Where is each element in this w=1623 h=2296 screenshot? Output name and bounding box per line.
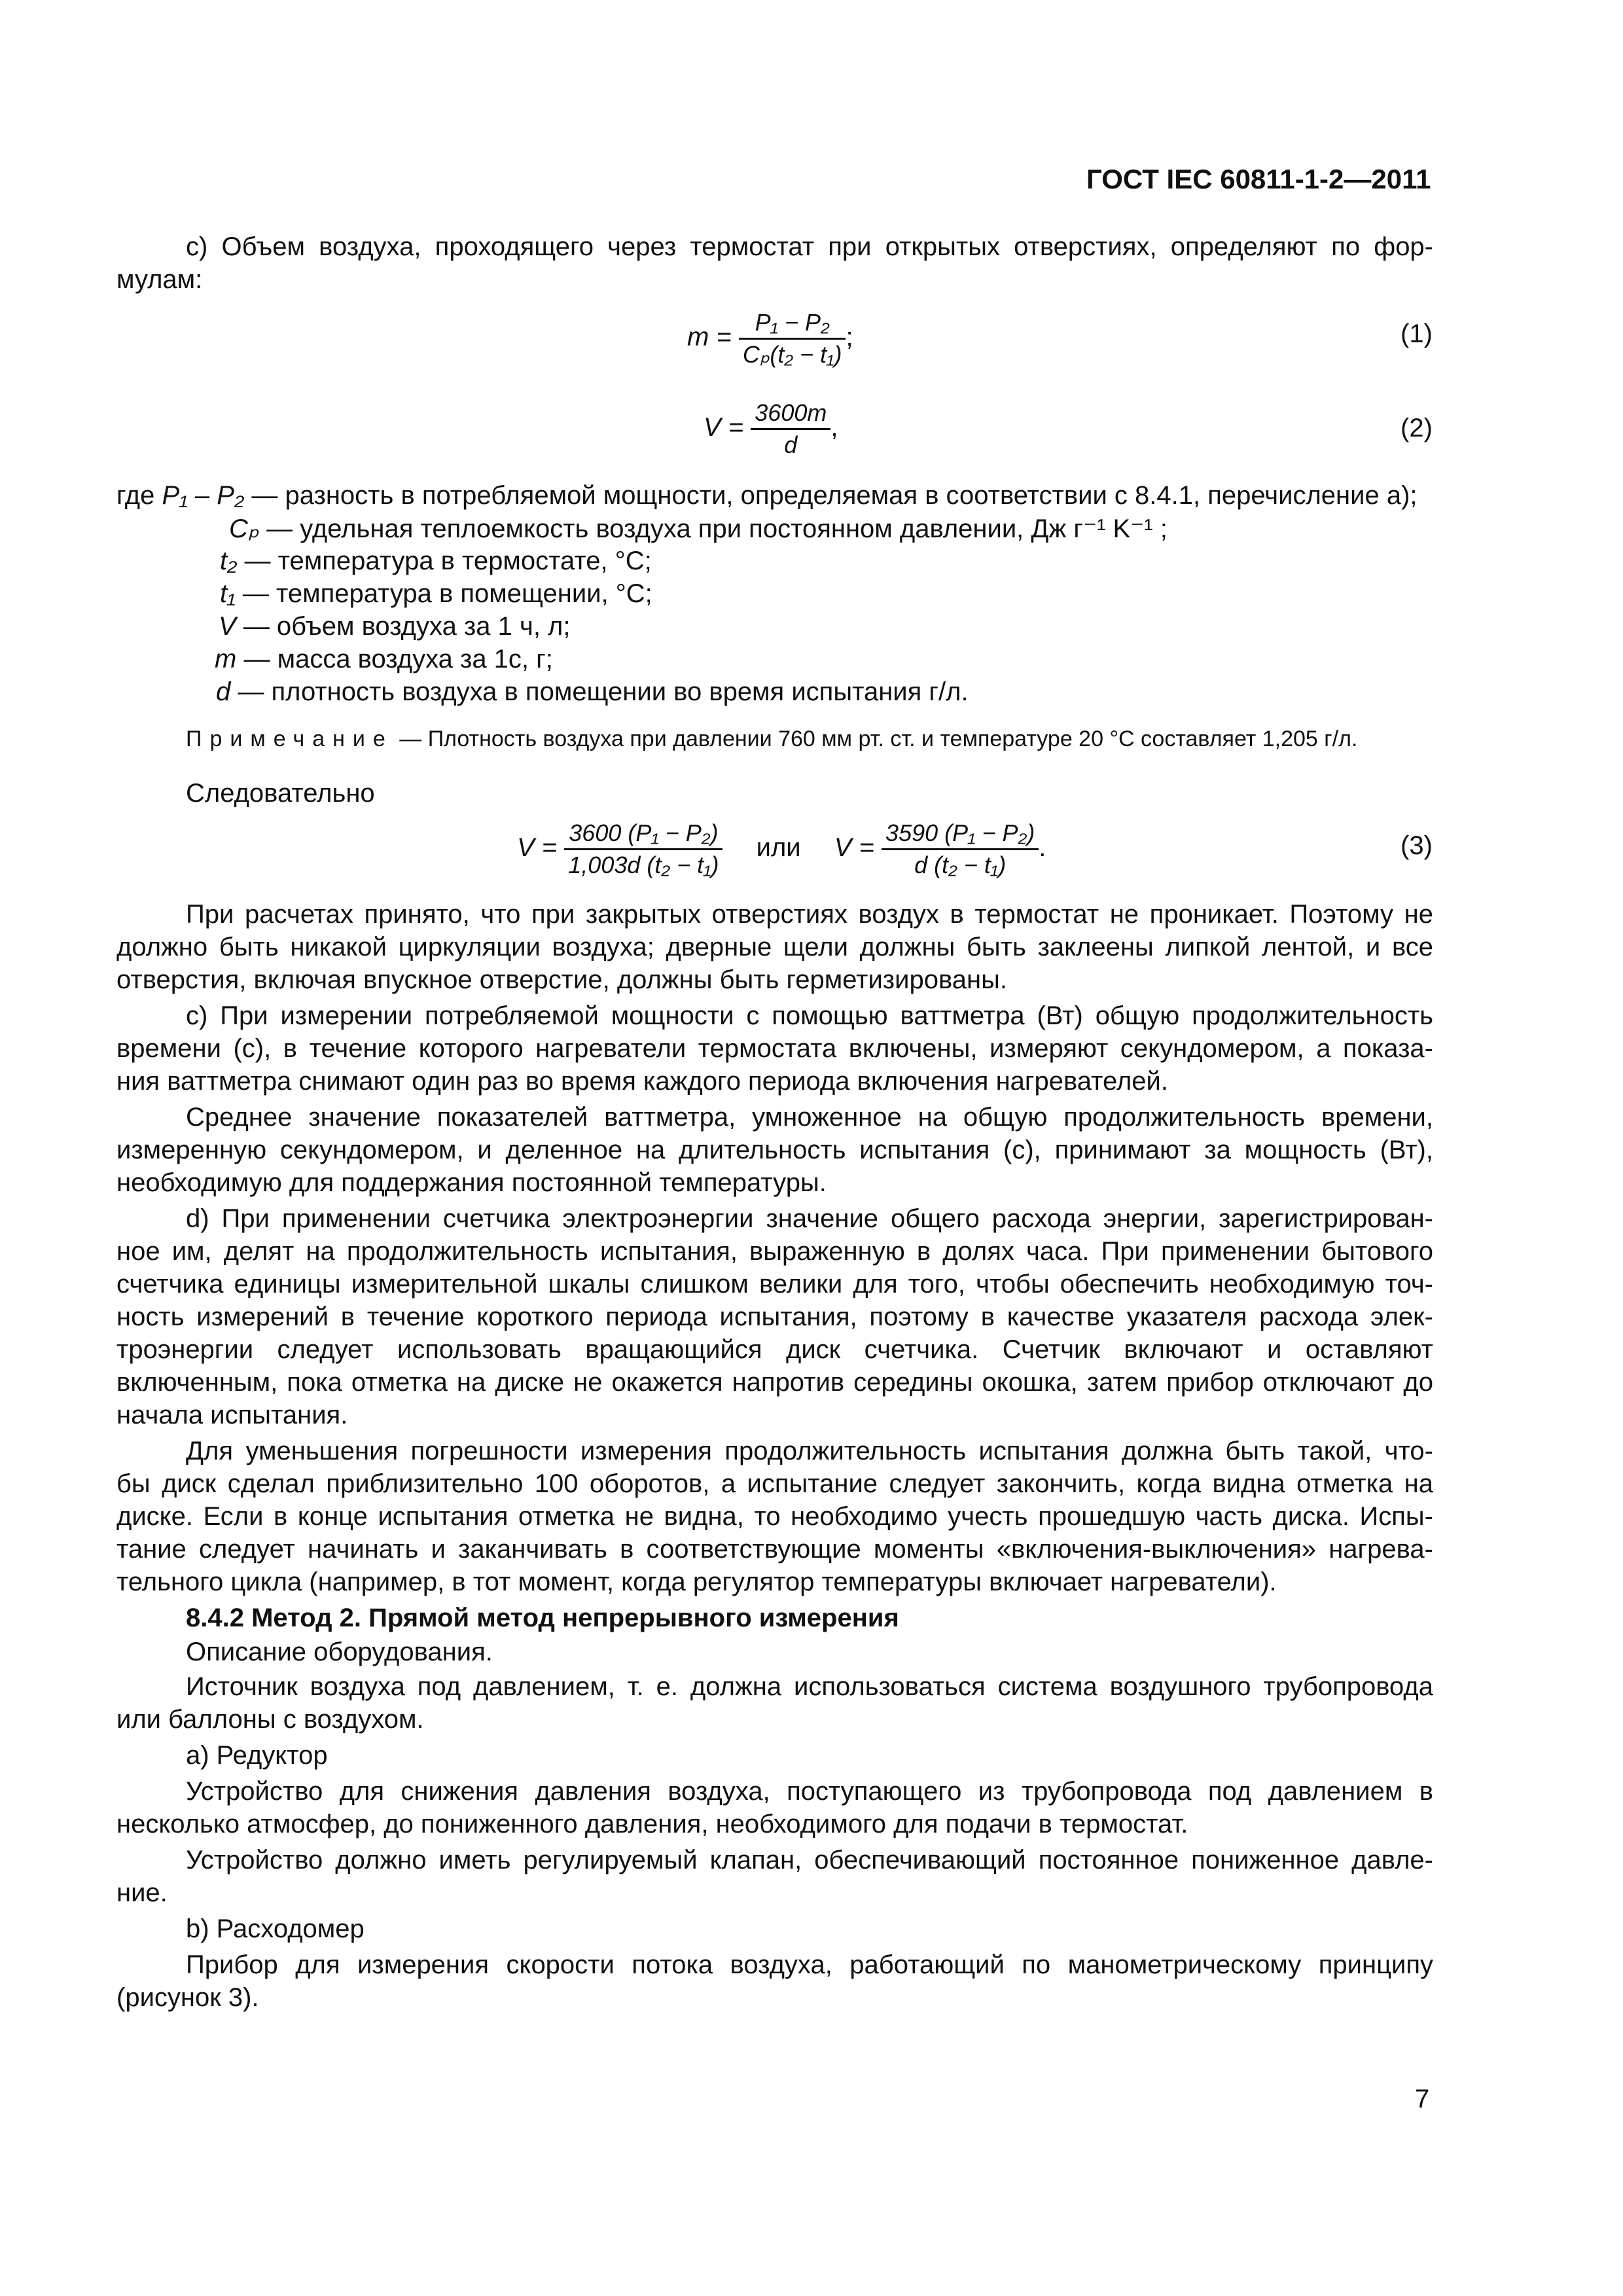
para-d-line4: ность измерений в течение короткого периода испытания, поэтому в качестве указателя расхода элек-	[116, 1302, 1433, 1331]
para-c1-line2: мулам:	[116, 265, 203, 294]
where-text: — плотность воздуха в помещении во время испытания г/л.	[238, 677, 969, 706]
para-reduce-line1: Для уменьшения погрешности измерения продолжительность испытания должна быть такой, что-	[186, 1437, 1433, 1465]
therefore-text: Следовательно	[186, 779, 375, 808]
para-d-line3: счетчика единицы измерительной шкалы слишком велики для того, чтобы обеспечить необходимую точ-	[116, 1270, 1433, 1299]
where-symbol: V	[219, 612, 236, 641]
para-source-line1: Источник воздуха под давлением, т. е. должна использоваться система воздушного трубопровода	[186, 1672, 1433, 1701]
where-symbol: Cₚ	[229, 514, 260, 543]
para-reduce-line2: бы диск сделал приблизительно 100 оборотов, а испытание следует закончить, когда видна отметка на	[116, 1469, 1433, 1498]
eq3-fraction-b	[882, 818, 1039, 880]
equation-2-number: (2)	[1400, 414, 1433, 442]
document-code: ГОСТ IEC 60811-1-2—2011	[1086, 164, 1431, 194]
where-row-4	[220, 579, 652, 609]
para-flow-line2: (рисунок 3).	[116, 1983, 259, 2012]
para-source-line2: или баллоны с воздухом.	[116, 1705, 424, 1734]
eq3-or: или	[756, 833, 801, 863]
eq3-lhs-a: V =	[517, 833, 558, 863]
para-c2-line1: c) При измерении потребляемой мощности с помощью ваттметра (Вт) общую продолжительность	[186, 1001, 1433, 1030]
para-d-line6: включенным, пока отметка на диске не окажется напротив середины окошка, затем прибор отключают до	[116, 1368, 1433, 1397]
para-calc-line3: отверстия, включая впускное отверстие, должны быть герметизированы.	[116, 965, 1007, 994]
eq1-fraction	[739, 308, 846, 370]
para-reducer-line1: Устройство для снижения давления воздуха, поступающего из трубопровода под давлением в	[186, 1777, 1433, 1806]
para-flow-line1: Прибор для измерения скорости потока воздуха, работающий по манометрическому принципу	[186, 1950, 1433, 1979]
equation-1	[687, 308, 853, 370]
where-symbol: t₁	[220, 579, 236, 608]
eq3-fraction-a	[564, 818, 722, 880]
para-c1-line1: c) Объем воздуха, проходящего через термостат при открытых отверстиях, определяют по фор-	[186, 232, 1433, 261]
equation-2	[704, 398, 838, 460]
eq3-denominator-b: d (t₂ − t₁)	[882, 848, 1039, 880]
where-text: — разность в потребляемой мощности, определяемая в соответствии с 8.4.1, перечисление а);	[251, 481, 1418, 510]
eq1-lhs: m =	[687, 323, 732, 352]
item-a-reducer: а) Редуктор	[186, 1741, 328, 1770]
para-reducer-line2: несколько атмосфер, до пониженного давления, необходимого для подачи в термостат.	[116, 1810, 1188, 1839]
where-row-2	[229, 514, 1168, 544]
para-calc-line1: При расчетах принято, что при закрытых отверстиях воздух в термостат не проникает. Поэтому не	[186, 900, 1433, 929]
eq1-numerator: P₁ − P₂	[755, 309, 830, 336]
note-label: Примечание	[186, 726, 393, 751]
where-row-5	[219, 612, 571, 641]
para-avg-line2: измеренную секундомером, и деленное на длительность испытания (с), принимают за мощность (Вт),	[116, 1136, 1433, 1164]
para-c2-line3: ния ваттметра снимают один раз во время каждого периода включения нагревателей.	[116, 1067, 1168, 1096]
equipment-description: Описание оборудования.	[186, 1638, 493, 1666]
para-valve-line1: Устройство должно иметь регулируемый клапан, обеспечивающий постоянное пониженное давле-	[186, 1846, 1433, 1874]
where-text: — масса воздуха за 1с, г;	[243, 645, 553, 673]
eq2-fraction	[751, 398, 830, 460]
where-text: — температура в помещении, °С;	[242, 579, 652, 608]
para-d-line5: троэнергии следует использовать вращающийся диск счетчика. Счетчик включают и оставляют	[116, 1335, 1433, 1364]
eq1-tail: ;	[846, 323, 853, 352]
para-valve-line2: ние.	[116, 1878, 168, 1907]
where-symbol: P₁ – P₂	[162, 481, 245, 510]
para-avg-line3: необходимую для поддержания постоянной температуры.	[116, 1168, 827, 1197]
para-reduce-line5: тельного цикла (например, в тот момент, когда регулятор температуры включает нагреватели).	[116, 1568, 1277, 1596]
section-heading: 8.4.2 Метод 2. Прямой метод непрерывного измерения	[186, 1604, 899, 1632]
page-number: 7	[1415, 2085, 1430, 2113]
where-row-1	[116, 481, 1418, 511]
where-text: — объем воздуха за 1 ч, л;	[243, 612, 571, 641]
where-row-7	[216, 677, 969, 707]
eq2-tail: ,	[830, 413, 838, 442]
para-avg-line1: Среднее значение показателей ваттметра, умноженное на общую продолжительность времени,	[186, 1103, 1433, 1132]
eq3-tail: .	[1039, 833, 1046, 863]
where-text: — температура в термостате, °С;	[244, 547, 652, 575]
para-reduce-line3: диске. Если в конце испытания отметка не видна, то необходимо учесть прошедшую часть диска. Испы-	[116, 1502, 1433, 1531]
para-reduce-line4: тание следует начинать и заканчивать в соответствующие моменты «включения-выключения» нагрева-	[116, 1535, 1433, 1564]
where-symbol: m	[215, 645, 237, 673]
where-symbol: d	[216, 677, 231, 706]
item-b-flowmeter: b) Расходомер	[186, 1914, 365, 1943]
eq2-numerator: 3600m	[755, 399, 827, 426]
para-c2-line2: времени (с), в течение которого нагреватели термостата включены, измеряют секундомером, а показа-	[116, 1034, 1433, 1063]
eq1-denominator: Cₚ(t₂ − t₁)	[739, 338, 846, 370]
note-text: — Плотность воздуха при давлении 760 мм рт. ст. и температуре 20 °С составляет 1,205 г/л.	[399, 726, 1358, 751]
para-d-line1: d) При применении счетчика электроэнергии значение общего расхода энергии, зарегистрирован-	[186, 1204, 1433, 1233]
note	[186, 726, 1357, 752]
equation-3-number: (3)	[1400, 831, 1433, 860]
para-d-line2: ное им, делят на продолжительность испытания, выраженную в долях часа. При применении бытового	[116, 1237, 1433, 1266]
equation-3	[517, 818, 1046, 880]
equation-1-number: (1)	[1400, 319, 1433, 348]
where-row-6	[215, 645, 553, 674]
where-text: — удельная теплоемкость воздуха при постоянном давлении, Дж г⁻¹ K⁻¹ ;	[266, 514, 1168, 543]
eq2-denominator: d	[751, 428, 830, 460]
where-row-3	[220, 547, 652, 576]
para-calc-line2: должно быть никакой циркуляции воздуха; дверные щели должны быть заклеены липкой лентой, и все	[116, 933, 1433, 961]
where-prefix: где	[116, 481, 155, 510]
para-d-line7: начала испытания.	[116, 1401, 348, 1429]
eq3-numerator-a: 3600 (P₁ − P₂)	[569, 819, 719, 846]
where-symbol: t₂	[220, 547, 238, 575]
eq2-lhs: V =	[704, 413, 744, 442]
eq3-lhs-b: V =	[834, 833, 874, 863]
eq3-numerator-b: 3590 (P₁ − P₂)	[885, 819, 1035, 846]
eq3-denominator-a: 1,003d (t₂ − t₁)	[564, 848, 722, 880]
